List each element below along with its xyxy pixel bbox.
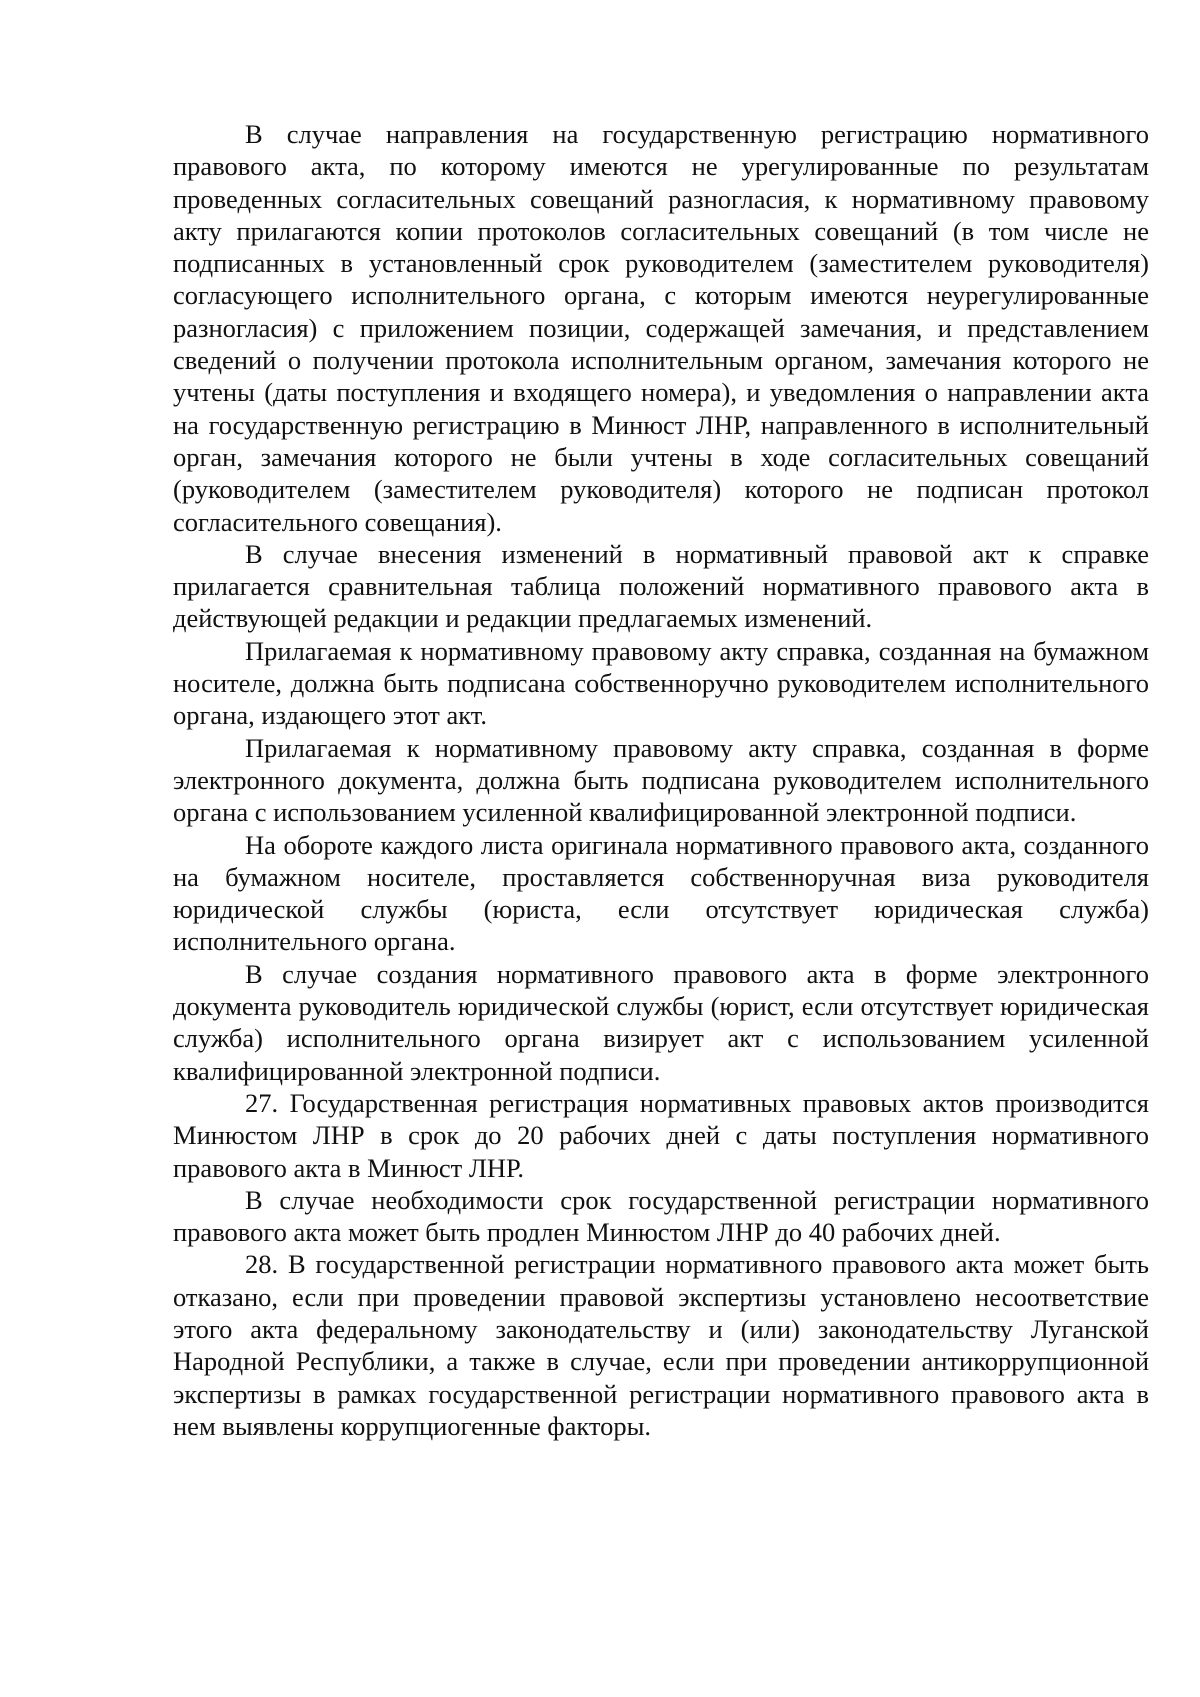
paragraph-electronic-visa: В случае создания нормативного правового акта в форме электронного документа руководитель юридической службы (юрист, если отсутствует юридическая служба) исполнительного органа визирует акт с использованием усиленной квалифицированной электронной подписи. [173, 958, 1149, 1086]
paragraph-item-27: 27. Государственная регистрация нормативных правовых актов производится Минюстом ЛНР в срок до 20 рабочих дней с даты поступления нормативного правового акта в Минюст ЛНР. [173, 1087, 1149, 1183]
paragraph-comparison-table: В случае внесения изменений в нормативный правовой акт к справке прилагается сравнительная таблица положений нормативного правового акта в действующей редакции и редакции предлагаемых изменений. [173, 538, 1149, 634]
document-body [173, 118, 1149, 1442]
paragraph-disagreement-protocols: В случае направления на государственную регистрацию нормативного правового акта, по которому имеются не урегулированные по результатам проведенных согласительных совещаний разногласия, к нормативному правовому акту прилагаются копии протоколов согласительных совещаний (в том числе не подписанных в установленный срок руководителем (заместителем руководителя) согласующего исполнительного органа, с которым имеются неурегулированные разногласия) с приложением позиции, содержащей замечания, и представлением сведений о получении протокола исполнительным органом, замечания которого не учтены (даты поступления и входящего номера), и уведомления о направлении акта на государственную регистрацию в Минюст ЛНР, направленного в исполнительный орган, замечания которого не были учтены в ходе согласительных совещаний (руководителем (заместителем руководителя) которого не подписан протокол согласительного совещания). [173, 119, 1149, 537]
paragraph-item-28: 28. В государственной регистрации нормативного правового акта может быть отказано, если при проведении правовой экспертизы установлено несоответствие этого акта федеральному законодательству и (или) законодательству Луганской Народной Республики, а также в случае, если при проведении антикоррупционной экспертизы в рамках государственной регистрации нормативного правового акта в нем выявлены коррупциогенные факторы. [173, 1249, 1149, 1441]
paragraph-legal-service-visa: На обороте каждого листа оригинала нормативного правового акта, созданного на бумажном носителе, проставляется собственноручная виза руководителя юридической службы (юриста, если отсутствует юридическая служба) исполнительного органа. [173, 829, 1149, 957]
paragraph-electronic-certificate-signature: Прилагаемая к нормативному правовому акту справка, созданная в форме электронного документа, должна быть подписана руководителем исполнительного органа с использованием усиленной квалифицированной электронной подписи. [173, 732, 1149, 828]
paragraph-paper-certificate-signature: Прилагаемая к нормативному правовому акту справка, созданная на бумажном носителе, должна быть подписана собственноручно руководителем исполнительного органа, издающего этот акт. [173, 635, 1149, 731]
paragraph-term-extension: В случае необходимости срок государственной регистрации нормативного правового акта может быть продлен Минюстом ЛНР до 40 рабочих дней. [173, 1184, 1149, 1248]
